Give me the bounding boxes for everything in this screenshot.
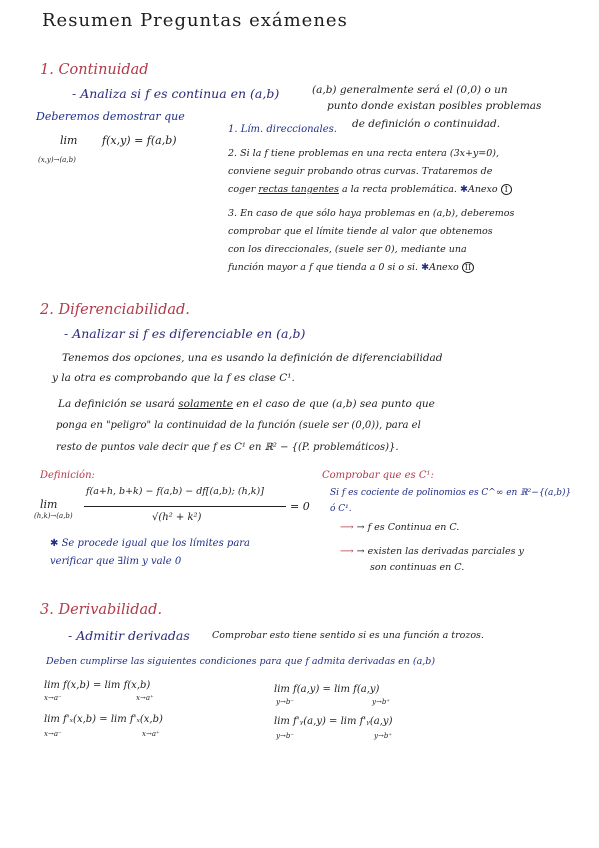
note-line-1: (a,b) generalmente será el (0,0) o un: [312, 84, 508, 96]
item-3-line-3: con los direccionales, (suele ser 0), mediante una: [228, 244, 467, 255]
definition-equals-zero: = 0: [290, 500, 310, 513]
definition-numerator: f(a+h, b+k) − f(a,b) − df[(a,b); (h,k)]: [86, 486, 264, 497]
rectas-tangentes-text: rectas tangentes: [258, 184, 339, 195]
c1-line-1: Si f es cociente de polinomios es C^∞ en ℝ²−{(a,b)}: [330, 488, 572, 498]
definition-denominator: √(h² + k²): [152, 512, 202, 523]
fraction-bar: [84, 506, 286, 507]
cond-2-right: lim f'ᵧ(a,y) = lim f'ᵧ(a,y): [274, 716, 393, 727]
section-derivabilidad-subtitle: - Admitir derivadas: [68, 628, 190, 643]
arrow-right-icon: ⟶: [340, 546, 354, 557]
item-3-line-4: [228, 262, 474, 273]
star-icon: ✱: [421, 262, 430, 273]
note-line-3: de definición o continuidad.: [352, 118, 501, 130]
section-continuidad-heading: 1. Continuidad: [40, 62, 149, 78]
continuity-lead: Deberemos demostrar que: [36, 110, 185, 123]
continuity-lim: lim: [60, 134, 78, 147]
def-note-line-2: verificar que ∃lim y vale 0: [50, 556, 182, 567]
c1-line-4: [340, 546, 524, 557]
cond-1-right: lim f(a,y) = lim f(a,y): [274, 684, 380, 695]
definition-lim-sub: (h,k)→(a,b): [34, 512, 73, 520]
c1-line-2: ó C¹.: [330, 504, 352, 514]
derivabilidad-note: Comprobar esto tiene sentido si es una función a trozos.: [212, 630, 484, 641]
item-2-line-2: conviene seguir probando otras curvas. Trataremos de: [228, 166, 493, 177]
item-3-line-2: comprobar que el límite tiende al valor que obtenemos: [228, 226, 493, 237]
cond-1-right-sub-1: y→b⁻: [276, 698, 294, 706]
derivabilidad-lead: Deben cumplirse las siguientes condiciones para que f admita derivadas en (a,b): [46, 656, 436, 667]
cond-1-left-sub-2: x→a⁺: [136, 694, 154, 702]
cond-2-left-sub-2: x→a⁺: [142, 730, 160, 738]
roman-circle-1: I: [501, 184, 512, 195]
diff-paragraph-line-2: y la otra es comprobando que la f es clase C¹.: [52, 372, 295, 384]
c1-line-3: [340, 522, 459, 533]
diff-paragraph-line-5: resto de puntos vale decir que f es C¹ en ℝ² − {(P. problemáticos)}.: [56, 442, 399, 453]
cond-2-right-sub-1: y→b⁻: [276, 732, 294, 740]
section-diferenciabilidad-heading: 2. Diferenciabilidad.: [40, 302, 190, 318]
diff-paragraph-line-1: Tenemos dos opciones, una es usando la definición de diferenciabilidad: [62, 352, 443, 364]
cond-1-right-sub-2: y→b⁺: [372, 698, 390, 706]
cond-1-left-sub-1: x→a⁻: [44, 694, 62, 702]
continuity-lim-sub: (x,y)→(a,b): [38, 156, 76, 164]
page-title: Resumen Preguntas exámenes: [42, 10, 348, 31]
item-2-line-3: [228, 184, 512, 195]
item-2-line-3-post: a la recta problemática.: [338, 184, 457, 195]
annex-label-1: Anexo: [467, 184, 498, 195]
def-note-line-1: [50, 538, 250, 549]
c1-label: Comprobar que es C¹:: [322, 470, 434, 481]
definition-lim: lim: [40, 498, 58, 511]
section-derivabilidad-heading: 3. Derivabilidad.: [40, 602, 163, 618]
item-2-line-3-pre: coger: [228, 184, 259, 195]
definition-label: Definición:: [40, 470, 95, 481]
section-diferenciabilidad-subtitle: - Analizar si f es diferenciable en (a,b): [64, 326, 306, 341]
arrow-right-icon: ⟶: [340, 522, 354, 533]
solamente-text: solamente: [178, 398, 233, 410]
cond-2-left: lim f'ₓ(x,b) = lim f'ₓ(x,b): [44, 714, 163, 725]
continuity-lim-expr: f(x,y) = f(a,b): [102, 134, 177, 147]
cond-2-right-sub-2: y→b⁺: [374, 732, 392, 740]
note-line-2: punto donde existan posibles problemas: [327, 100, 542, 112]
cond-2-left-sub-1: x→a⁻: [44, 730, 62, 738]
c1-line-5: son continuas en C.: [370, 562, 465, 573]
c1-line-3-text: → f es Continua en C.: [356, 522, 460, 533]
annex-label-2: Anexo: [429, 262, 459, 273]
diff-paragraph-line-3: [58, 398, 435, 410]
diff-paragraph-line-4: ponga en "peligro" la continuidad de la función (suele ser (0,0)), para el: [56, 420, 421, 431]
item-3-line-4-text: función mayor a f que tienda a 0 si o si.: [228, 262, 419, 273]
section-continuidad-subtitle: - Analiza si f es continua en (a,b): [72, 86, 280, 101]
cond-1-left: lim f(x,b) = lim f(x,b): [44, 680, 151, 691]
def-note-text-1: Se procede igual que los límites para: [61, 538, 251, 549]
item-2-line-1: 2. Si la f tiene problemas en una recta entera (3x+y=0),: [228, 148, 500, 159]
star-icon: ✱: [459, 184, 468, 195]
diff-p3-post: en el caso de que (a,b) sea punto que: [232, 398, 435, 410]
star-icon: ✱: [50, 538, 59, 549]
item-lim-direccionales: 1. Lím. direccionales.: [228, 124, 337, 135]
c1-line-4-text: → existen las derivadas parciales y: [356, 546, 524, 557]
item-3-line-1: 3. En caso de que sólo haya problemas en (a,b), deberemos: [228, 208, 515, 219]
roman-circle-2: II: [462, 262, 474, 273]
diff-p3-pre: La definición se usará: [58, 398, 179, 410]
